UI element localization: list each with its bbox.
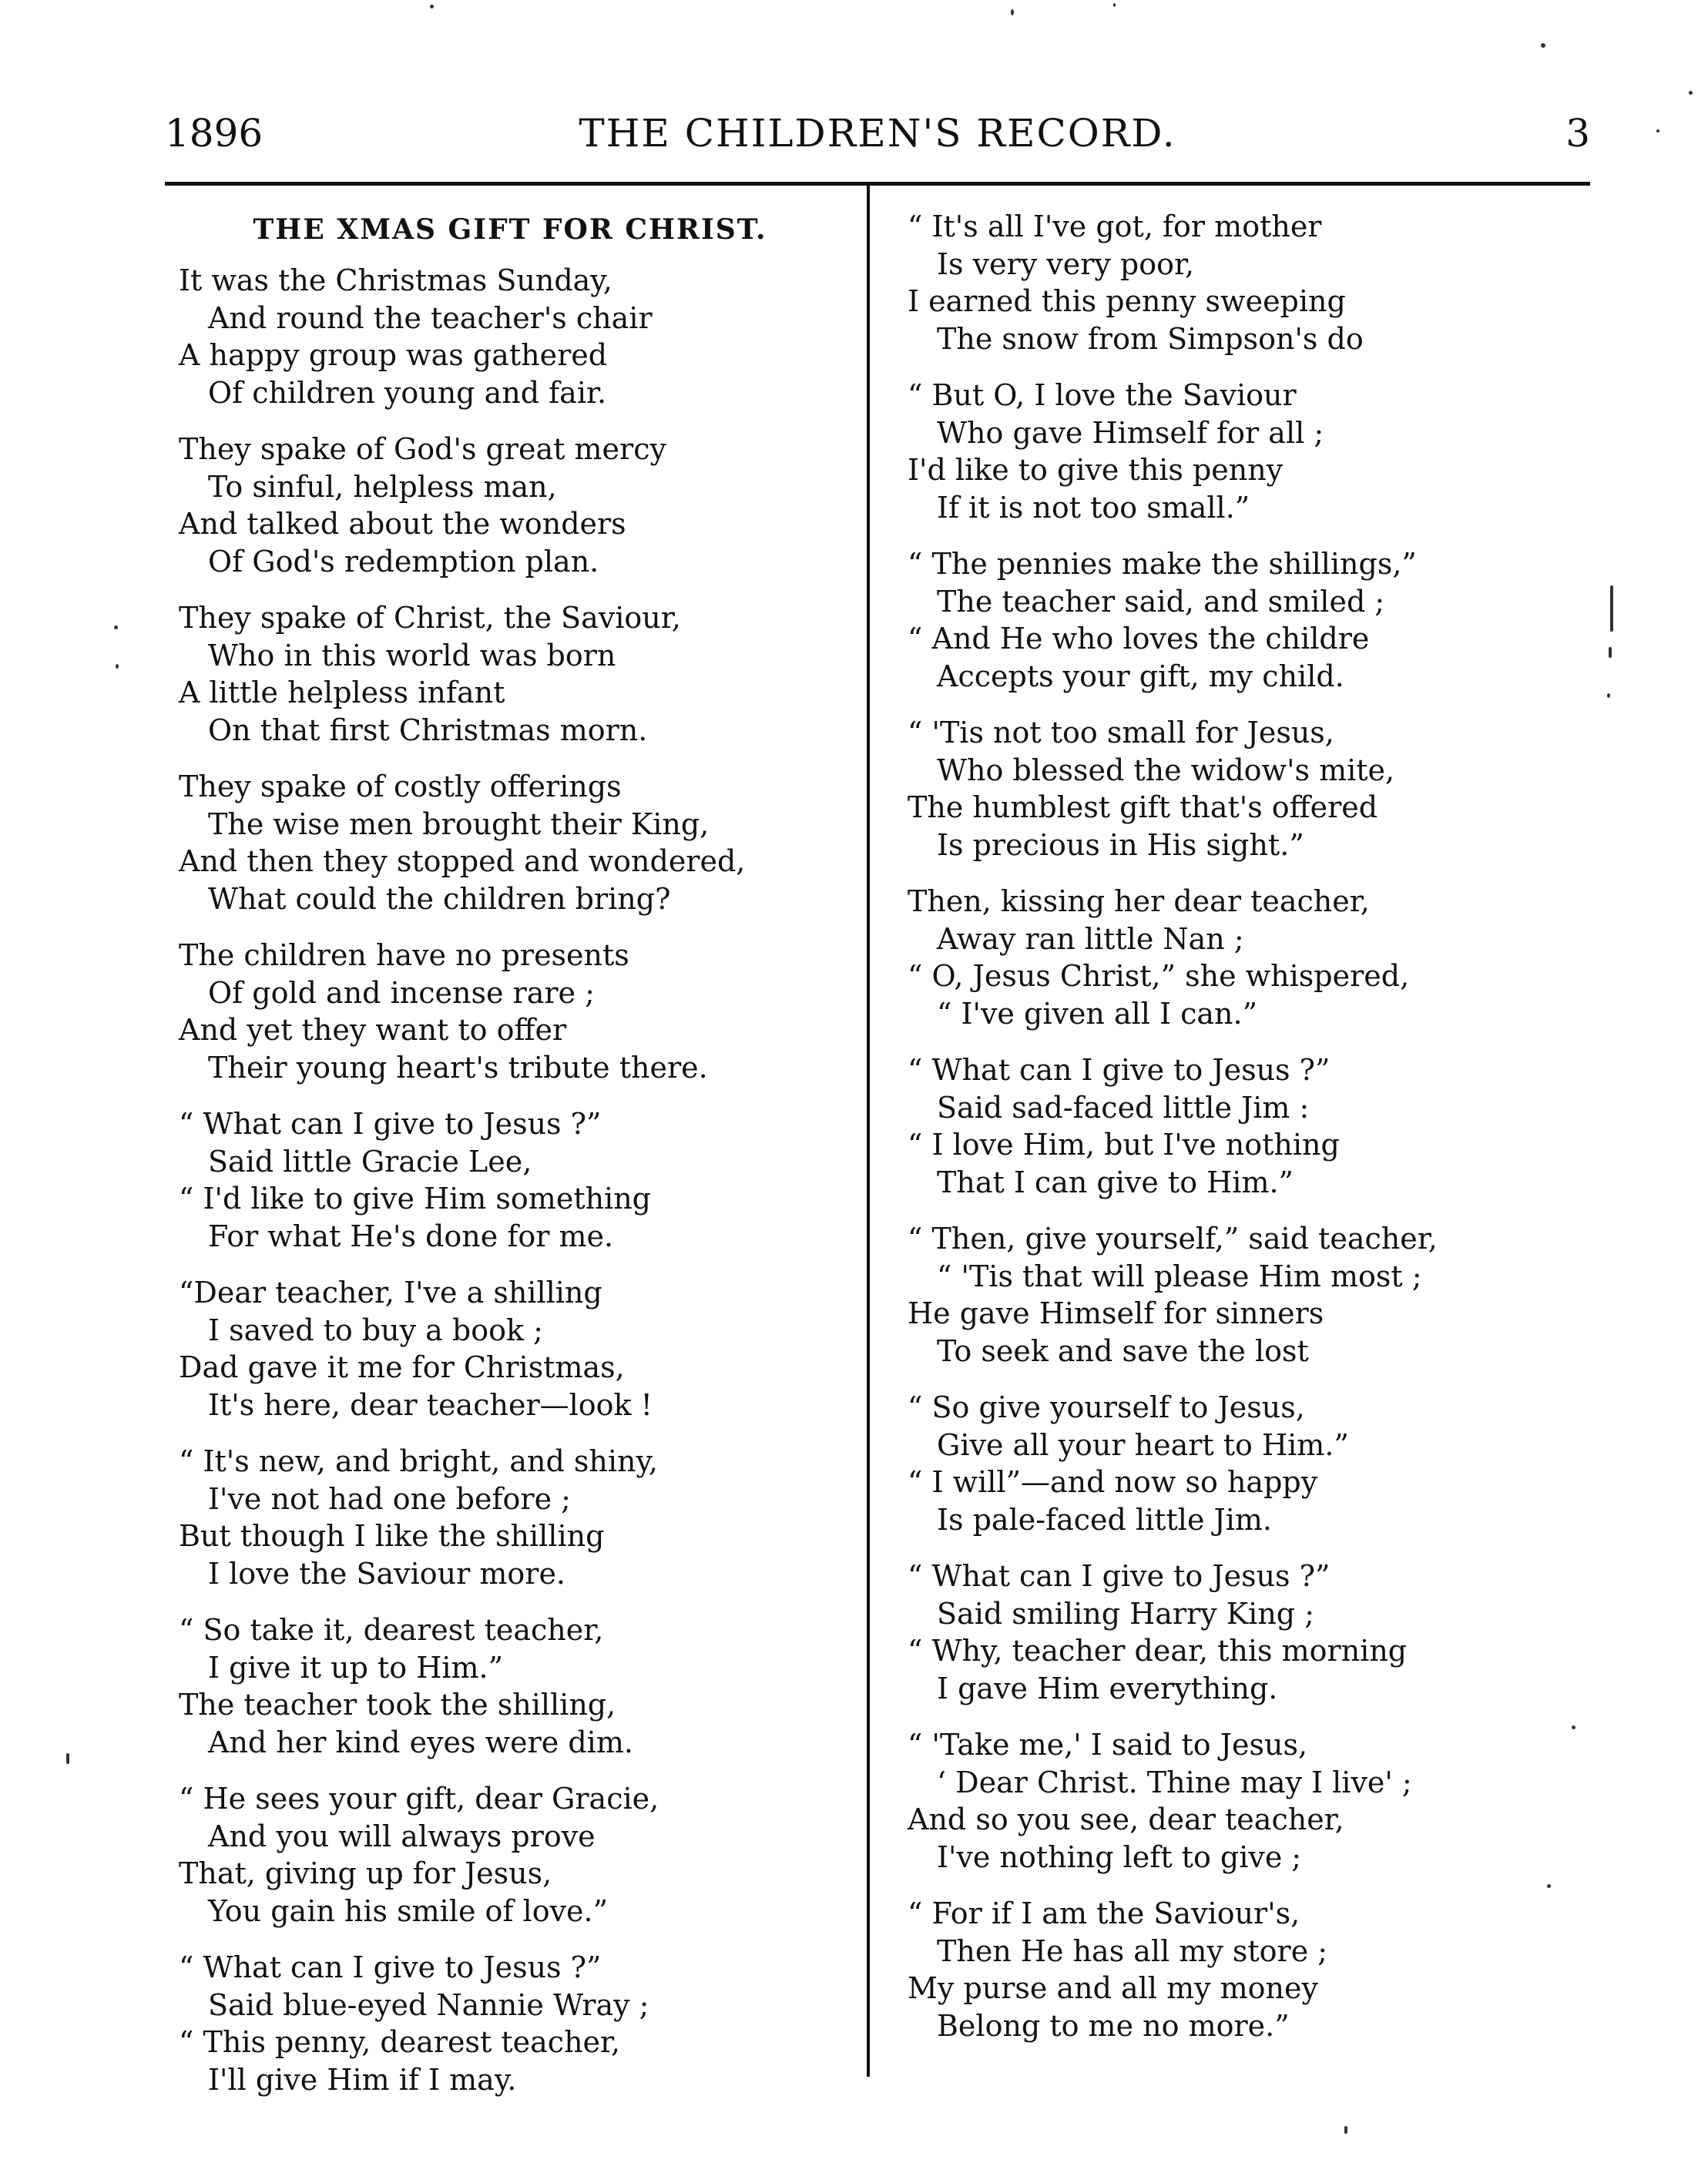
poem-line: They spake of God's great mercy	[179, 432, 666, 466]
poem-line: I'll give Him if I may.	[208, 2062, 517, 2097]
stanza	[908, 883, 1601, 1032]
header-year: 1896	[165, 111, 263, 156]
poem-line: It's here, dear teacher—look !	[208, 1387, 653, 1422]
poem-line: “ I love Him, but I've nothing	[908, 1128, 1340, 1162]
stanza	[908, 1558, 1601, 1707]
poem-line: “ 'Take me,' I said to Jesus,	[908, 1728, 1308, 1762]
poem-line: And you will always prove	[208, 1819, 596, 1853]
stanza	[179, 1443, 841, 1592]
scan-speck	[1572, 1725, 1575, 1729]
poem-line: Belong to me no more.”	[937, 2008, 1290, 2043]
stanza	[179, 937, 841, 1086]
scan-speck	[1113, 3, 1116, 7]
poem-line: “ I'd like to give Him something	[179, 1182, 652, 1216]
stanza	[908, 1220, 1601, 1370]
poem-line: “ Why, teacher dear, this morning	[908, 1634, 1408, 1668]
scan-speck	[66, 1753, 69, 1764]
stanza	[179, 262, 841, 411]
poem-line: What could the children bring?	[208, 881, 671, 916]
scan-speck	[1607, 693, 1610, 698]
poem-line: For what He's done for me.	[208, 1219, 614, 1253]
poem-line: “ I will”—and now so happy	[908, 1465, 1318, 1499]
poem-line: It was the Christmas Sunday,	[179, 263, 612, 297]
stanza	[179, 1274, 841, 1424]
poem-line: And then they stopped and wondered,	[179, 844, 746, 878]
poem-line: Dad gave it me for Christmas,	[179, 1350, 625, 1384]
stanza	[179, 1780, 841, 1930]
poem-line: And so you see, dear teacher,	[908, 1802, 1344, 1836]
header-title: THE CHILDREN'S RECORD.	[579, 111, 1176, 156]
poem-line: The children have no presents	[179, 938, 629, 972]
scan-speck	[116, 664, 119, 669]
poem-line: Said smiling Harry King ;	[937, 1596, 1315, 1631]
poem-line: “ 'Tis that will please Him most ;	[937, 1259, 1422, 1293]
poem-line: “ 'Tis not too small for Jesus,	[908, 716, 1334, 750]
stanza	[179, 599, 841, 749]
poem-line: Is pale-faced little Jim.	[937, 1502, 1273, 1537]
poem-line: “ So take it, dearest teacher,	[179, 1613, 604, 1647]
poem-line: Accepts your gift, my child.	[937, 659, 1344, 693]
stanza	[908, 1389, 1601, 1538]
stanza	[179, 768, 841, 917]
poem-line: Who blessed the widow's mite,	[937, 753, 1395, 787]
stanza	[908, 545, 1601, 695]
poem-line: Is very very poor,	[937, 246, 1195, 281]
poem-line: Then, kissing her dear teacher,	[908, 884, 1370, 918]
running-header	[165, 106, 1590, 160]
poem-line: Away ran little Nan ;	[937, 921, 1244, 956]
poem-line: And talked about the wonders	[179, 507, 626, 541]
poem-line: They spake of costly offerings	[179, 770, 622, 803]
stanza	[179, 431, 841, 580]
poem-line: ‘ Dear Christ. Thine may I live' ;	[937, 1765, 1412, 1799]
poem-line: Said little Gracie Lee,	[208, 1144, 532, 1179]
scan-speck	[1541, 43, 1545, 48]
poem-line: Of God's redemption plan.	[208, 544, 599, 578]
stanza	[179, 1949, 841, 2098]
scan-speck	[1344, 2126, 1347, 2134]
poem-line: Who gave Himself for all ;	[937, 415, 1324, 450]
poem-line: Their young heart's tribute there.	[208, 1050, 708, 1085]
poem-line: The teacher said, and smiled ;	[937, 584, 1385, 619]
stanza	[908, 1051, 1601, 1201]
poem-title: THE XMAS GIFT FOR CHRIST.	[253, 213, 767, 246]
stanza	[908, 1895, 1601, 2044]
poem-line: To seek and save the lost	[937, 1333, 1309, 1368]
column-divider	[867, 182, 870, 2077]
scan-speck	[430, 5, 434, 8]
poem-line: I've not had one before ;	[208, 1481, 571, 1516]
poem-line: A little helpless infant	[179, 676, 505, 709]
stanza	[179, 1105, 841, 1255]
poem-line: That I can give to Him.”	[937, 1165, 1294, 1199]
poem-line: I give it up to Him.”	[208, 1650, 504, 1685]
poem-line: And her kind eyes were dim.	[208, 1725, 633, 1759]
stanza	[908, 208, 1601, 357]
poem-line: I'd like to give this penny	[908, 453, 1284, 487]
poem-line: The wise men brought their King,	[208, 807, 710, 841]
poem-line: I saved to buy a book ;	[208, 1313, 543, 1347]
poem-line: “ The pennies make the shillings,”	[908, 547, 1417, 581]
scan-speck	[1656, 129, 1659, 132]
poem-line: Said sad-faced little Jim :	[937, 1090, 1310, 1125]
poem-line: Of children young and fair.	[208, 375, 607, 410]
stanza	[908, 377, 1601, 526]
poem-line: Then He has all my store ;	[937, 1933, 1328, 1968]
stanza	[908, 1726, 1601, 1876]
poem-line: They spake of Christ, the Saviour,	[179, 601, 681, 635]
poem-line: “Dear teacher, I've a shilling	[179, 1276, 602, 1310]
poem-line: To sinful, helpless man,	[208, 469, 557, 504]
scan-speck	[114, 625, 118, 629]
poem-line: I gave Him everything.	[937, 1671, 1278, 1705]
poem-line: And round the teacher's chair	[208, 300, 653, 335]
poem-line: “ For if I am the Saviour's,	[908, 1896, 1300, 1930]
poem-line: I earned this penny sweeping	[908, 284, 1346, 318]
poem-line: Is precious in His sight.”	[937, 827, 1304, 862]
poem-line: And yet they want to offer	[179, 1013, 567, 1047]
poem-line: But though I like the shilling	[179, 1519, 605, 1553]
poem-line: “ It's all I've got, for mother	[908, 210, 1322, 243]
poem-line: If it is not too small.”	[937, 490, 1250, 525]
scan-speck	[1609, 647, 1612, 658]
left-column	[179, 208, 841, 2118]
header-page-number: 3	[1565, 111, 1590, 156]
poem-line: I love the Saviour more.	[208, 1556, 566, 1591]
poem-line: He gave Himself for sinners	[908, 1296, 1324, 1330]
poem-line: Who in this world was born	[208, 638, 616, 672]
scan-speck	[1610, 585, 1613, 632]
right-column	[908, 208, 1601, 2064]
poem-line: “ Then, give yourself,” said teacher,	[908, 1222, 1438, 1256]
stanza	[179, 1611, 841, 1761]
poem-line: “ I've given all I can.”	[937, 996, 1258, 1031]
poem-line: “ What can I give to Jesus ?”	[908, 1053, 1330, 1087]
header-rule	[165, 182, 1590, 186]
poem-line: The teacher took the shilling,	[179, 1688, 616, 1722]
poem-line: “ This penny, dearest teacher,	[179, 2025, 621, 2059]
scan-speck	[1689, 91, 1693, 95]
poem-line: That, giving up for Jesus,	[179, 1856, 552, 1890]
poem-line: I've nothing left to give ;	[937, 1839, 1302, 1874]
poem-line: “ What can I give to Jesus ?”	[179, 1950, 602, 1984]
poem-line: Of gold and incense rare ;	[208, 975, 595, 1010]
scan-speck	[1011, 9, 1014, 15]
poem-line: The snow from Simpson's do	[937, 321, 1364, 356]
scan-speck	[1547, 1884, 1551, 1888]
poem-line: My purse and all my money	[908, 1971, 1318, 2005]
poem-line: On that first Christmas morn.	[208, 713, 648, 747]
poem-line: Said blue-eyed Nannie Wray ;	[208, 1987, 649, 2022]
poem-line: Give all your heart to Him.”	[937, 1427, 1349, 1462]
stanza	[908, 714, 1601, 864]
poem-line: “ O, Jesus Christ,” she whispered,	[908, 959, 1410, 993]
poem-line: “ What can I give to Jesus ?”	[179, 1107, 602, 1141]
poem-line: You gain his smile of love.”	[208, 1893, 609, 1928]
poem-line: “ It's new, and bright, and shiny,	[179, 1444, 658, 1478]
poem-line: “ He sees your gift, dear Gracie,	[179, 1782, 659, 1816]
poem-line: “ So give yourself to Jesus,	[908, 1390, 1305, 1424]
poem-line: A happy group was gathered	[179, 338, 608, 372]
poem-line: “ What can I give to Jesus ?”	[908, 1559, 1330, 1593]
poem-line: The humblest gift that's offered	[908, 790, 1378, 824]
poem-line: “ But O, I love the Saviour	[908, 378, 1297, 412]
poem-line: “ And He who loves the childre	[908, 622, 1370, 656]
